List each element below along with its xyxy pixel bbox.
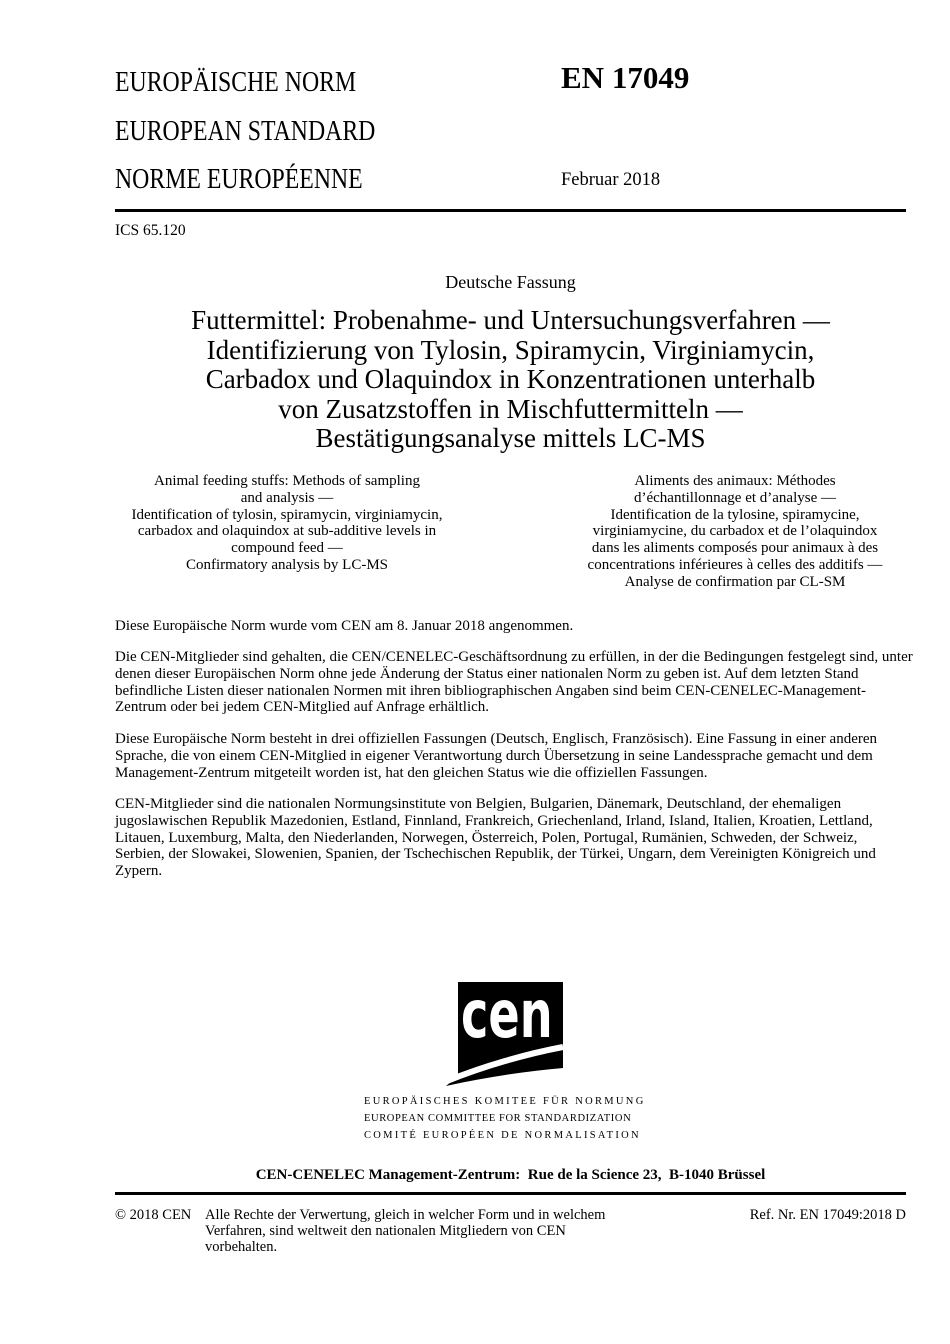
german-title [115,306,906,454]
rights-notice-line: Verfahren, sind weltweit den nationalen Mitgliedern von CEN [205,1223,566,1239]
german-title-line: Futtermittel: Probenahme- und Untersuchungsverfahren — [191,305,830,335]
versions-paragraph [115,731,877,781]
acceptance-paragraph [115,618,573,635]
norm-title-fr: NORME EUROPÉENNE [115,163,363,195]
english-title-line: Confirmatory analysis by LC-MS [185,556,389,573]
language-version: Deutsche Fassung [445,272,576,292]
committee-names [364,1093,646,1144]
norm-title-de: EUROPÄISCHE NORM [115,66,357,98]
french-title-line: concentrations inférieures à celles des additifs — [587,556,883,573]
copyright-notice: © 2018 CEN [115,1207,192,1223]
committee-name-line: EUROPÄISCHES KOMITEE FÜR NORMUNG [364,1096,646,1107]
committee-name-line: COMITÉ EUROPÉEN DE NORMALISATION [364,1130,641,1141]
french-title-line: virginiamycine, du carbadox et de l’olaquindox [592,523,878,540]
publication-date: Februar 2018 [561,170,661,190]
committee-name-line: EUROPEAN COMMITTEE FOR STANDARDIZATION [364,1113,632,1124]
english-title-line: Animal feeding stuffs: Methods of sampling [154,473,420,489]
ics-code: ICS 65.120 [115,222,186,239]
top-rule [115,209,906,212]
paragraph-line: denen dieser Europäischen Norm ohne jede Änderung der Status einer nationalen Norm zu geben ist. Auf dem letzten Stand [115,665,859,682]
paragraph-line: befindliche Listen dieser nationalen Normen mit ihren bibliographischen Angaben sind beim CEN-CENELEC-Management- [115,682,867,699]
paragraph-line: Serbien, der Slowakei, Slowenien, Spanien, der Tschechischen Republik, der Türkei, Ungarn, dem Vereinigten Königreich und [115,846,876,863]
management-centre-address: CEN-CENELEC Management-Zentrum: Rue de la Science 23, B-1040 Brüssel [255,1167,766,1183]
paragraph-line: Diese Europäische Norm besteht in drei offiziellen Fassungen (Deutsch, Englisch, Französisch). Eine Fassung in einer anderen [115,731,878,747]
paragraph-line: Management-Zentrum mitgeteilt worden ist, hat den gleichen Status wie die offiziellen Fassungen. [115,764,708,781]
german-title-line: Identifizierung von Tylosin, Spiramycin, Virginiamycin, [206,334,815,365]
paragraph-line: Die CEN-Mitglieder sind gehalten, die CEN/CENELEC-Geschäftsordnung zu erfüllen, in der die Bedingungen festgelegt sind, unter [115,649,913,665]
french-title-line: Analyse de confirmation par CL-SM [624,573,846,590]
rights-notice-line: vorbehalten. [205,1239,278,1255]
paragraph-line: Zypern. [115,863,163,880]
paragraph-line: Sprache, die von einem CEN-Mitglied in eigener Verantwortung durch Übersetzung in seine Landessprache gemacht und dem [115,747,873,764]
paragraph-line: jugoslawischen Republik Mazedonien, Estland, Finnland, Frankreich, Griechenland, Irland, Island, Italien, Kroatien, Lettland, [115,812,873,829]
english-title-line: carbadox and olaquindox at sub-additive levels in [137,523,437,540]
french-title-line: Aliments des animaux: Méthodes [634,473,836,489]
english-title-line: and analysis — [240,489,334,506]
bottom-rule [115,1192,906,1195]
rights-notice [205,1207,605,1255]
german-title-line: von Zusatzstoffen in Mischfuttermitteln — [278,393,743,424]
standard-number: EN 17049 [561,60,690,95]
german-title-line: Carbadox und Olaquindox in Konzentrationen unterhalb [205,364,816,394]
english-title [115,473,459,574]
french-title-line: dans les aliments composés pour animaux à des [591,540,879,557]
french-title-line: d’échantillonnage et d’analyse — [633,489,836,506]
reference-number: Ref. Nr. EN 17049:2018 D [749,1207,906,1223]
english-title-line: compound feed — [231,540,343,557]
cen-logo-lettering: cen [461,980,553,1054]
norm-title-en: EUROPEAN STANDARD [115,115,376,147]
paragraph-line: Zentrum oder bei jedem CEN-Mitglied auf Anfrage erhältlich. [115,699,490,716]
paragraph-line: CEN-Mitglieder sind die nationalen Normungsinstitute von Belgien, Bulgarien, Dänemark, Deutschland, der ehemaligen [115,796,842,812]
rights-notice-line: Alle Rechte der Verwertung, gleich in welcher Form und in welchem [205,1207,606,1223]
obligations-paragraph [115,649,913,716]
english-title-line: Identification of tylosin, spiramycin, virginiamycin, [131,506,443,523]
paragraph-line: Litauen, Luxemburg, Malta, den Niederlanden, Norwegen, Österreich, Polen, Portugal, Rumänien, Schweden, der Schweiz, [115,829,858,846]
members-paragraph [115,796,876,880]
german-title-line: Bestätigungsanalyse mittels LC-MS [315,423,706,453]
french-title-line: Identification de la tylosine, spiramycine, [610,506,860,523]
cen-logo [444,980,566,1088]
french-title [564,473,906,591]
paragraph-line: Diese Europäische Norm wurde vom CEN am 8. Januar 2018 angenommen. [115,618,574,634]
